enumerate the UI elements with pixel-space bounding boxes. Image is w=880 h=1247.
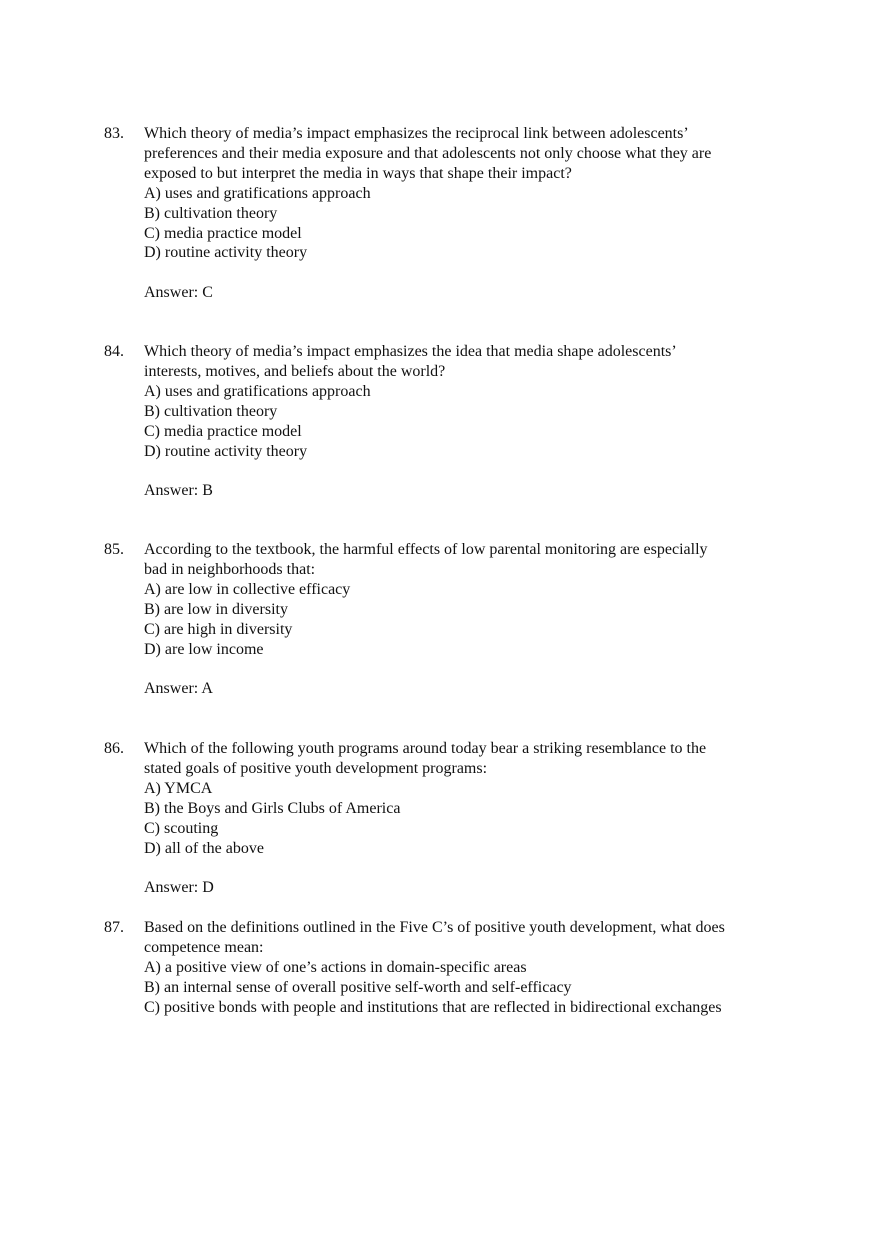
- question-text-line: interests, motives, and beliefs about the world?: [144, 362, 446, 380]
- option-c: C) media practice model: [144, 422, 302, 440]
- question-text-line: Which of the following youth programs around today bear a striking resemblance to the: [144, 740, 707, 757]
- option-b: B) an internal sense of overall positive self-worth and self-efficacy: [144, 978, 572, 996]
- option-b: B) the Boys and Girls Clubs of America: [144, 799, 401, 817]
- option-d: D) routine activity theory: [144, 442, 308, 460]
- question-number: 87.: [104, 919, 124, 936]
- answer-row: [144, 481, 804, 501]
- option-a: A) are low in collective efficacy: [144, 580, 351, 598]
- question-text-line: Which theory of media’s impact emphasizes the reciprocal link between adolescents’: [144, 125, 689, 142]
- question-83: [104, 124, 804, 303]
- option-c: C) are high in diversity: [144, 620, 293, 638]
- option-d: D) routine activity theory: [144, 244, 308, 262]
- option-b: B) are low in diversity: [144, 600, 288, 618]
- question-number: 85.: [104, 541, 124, 558]
- option-d: D) are low income: [144, 640, 264, 658]
- answer-row: [144, 283, 804, 303]
- question-text-line: bad in neighborhoods that:: [144, 560, 316, 578]
- question-number: 84.: [104, 343, 124, 360]
- answer-row: [144, 679, 804, 699]
- question-body: [144, 739, 804, 898]
- option-c: C) scouting: [144, 819, 219, 837]
- option-c: C) positive bonds with people and institutions that are reflected in bidirectional exchanges: [144, 998, 722, 1016]
- question-text-line: competence mean:: [144, 938, 264, 956]
- question-number: 83.: [104, 125, 124, 142]
- option-c: C) media practice model: [144, 224, 302, 242]
- answer-text: Answer: C: [144, 284, 213, 302]
- question-87: [104, 918, 804, 1018]
- option-b: B) cultivation theory: [144, 402, 278, 420]
- question-body: [144, 918, 804, 1018]
- question-body: [144, 342, 804, 501]
- question-text-line: Based on the definitions outlined in the Five C’s of positive youth development, what does: [144, 919, 725, 936]
- question-number: 86.: [104, 740, 124, 757]
- option-b: B) cultivation theory: [144, 204, 278, 222]
- question-text-line: stated goals of positive youth development programs:: [144, 759, 488, 777]
- question-85: [104, 540, 804, 699]
- option-d: D) all of the above: [144, 839, 264, 857]
- question-84: [104, 342, 804, 501]
- answer-row: [144, 878, 804, 898]
- question-body: [144, 124, 804, 303]
- option-a: A) a positive view of one’s actions in domain-specific areas: [144, 958, 527, 976]
- question-text-line: According to the textbook, the harmful effects of low parental monitoring are especially: [144, 541, 708, 558]
- option-a: A) YMCA: [144, 779, 213, 797]
- question-text-line: Which theory of media’s impact emphasizes the idea that media shape adolescents’: [144, 343, 677, 360]
- option-a: A) uses and gratifications approach: [144, 184, 371, 202]
- question-text-line: exposed to but interpret the media in ways that shape their impact?: [144, 164, 572, 182]
- option-a: A) uses and gratifications approach: [144, 382, 371, 400]
- question-text-line: preferences and their media exposure and that adolescents not only choose what they are: [144, 144, 712, 162]
- answer-text: Answer: B: [144, 482, 213, 500]
- answer-text: Answer: A: [144, 680, 213, 698]
- answer-text: Answer: D: [144, 879, 214, 897]
- question-86: [104, 739, 804, 898]
- question-body: [144, 540, 804, 699]
